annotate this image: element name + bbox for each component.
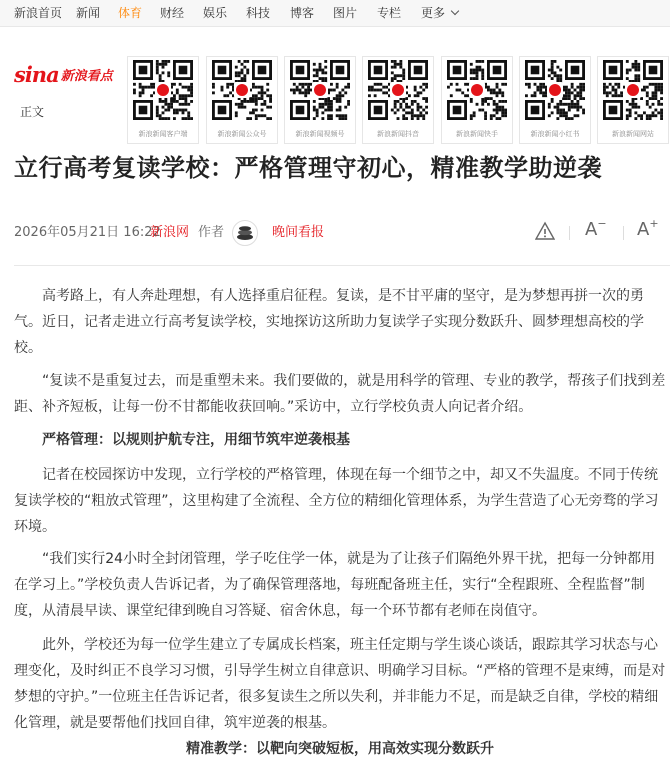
- qr-code: [362, 56, 434, 144]
- qr-caption: 新浪新闻视频号: [295, 130, 345, 138]
- qr-caption: 新浪新闻公众号: [217, 130, 267, 138]
- qr-code: [206, 56, 278, 144]
- qr-image: [368, 60, 428, 120]
- article-paragraph: “复读不是重复过去，而是重塑未来。我们要做的，就是用科学的管理、专业的教学，帮孩子们找到差距、补齐短板，让每一份不甘都能收获回响。”采访中，立行学校负责人向记者介绍。: [14, 373, 666, 415]
- qr-image: [525, 60, 585, 120]
- qr-code: [284, 56, 356, 144]
- qr-image: [290, 60, 350, 120]
- author-name[interactable]: 晚间看报: [272, 225, 325, 240]
- nav-item-photo[interactable]: 图片: [333, 6, 358, 20]
- qr-caption: 新浪新闻网站: [612, 130, 654, 138]
- logo-text: sina: [14, 62, 59, 87]
- top-nav: [0, 0, 670, 27]
- author-label: 作者: [198, 225, 225, 240]
- nav-item-news[interactable]: 新闻: [76, 6, 101, 20]
- qr-image: [212, 60, 272, 120]
- article-paragraph: “我们实行24小时全封闭管理，学子吃住学一体，就是为了让孩子们隔绝外界干扰，把每一分钟都用在学习上。”学校负责人告诉记者，为了确保管理落地，每班配备班主任，实行“全程跟班、全程监督”制度，从清晨早读、课堂纪律到晚自习答疑、宿舍休息，每一个环节都有老师在岗值守。: [14, 551, 656, 619]
- source-link[interactable]: 新浪网: [150, 225, 190, 240]
- qr-image: [133, 60, 193, 120]
- tool-divider: [623, 226, 624, 240]
- author-avatar[interactable]: [232, 220, 258, 246]
- article-paragraph: 此外，学校还为每一位学生建立了专属成长档案，班主任定期与学生谈心谈话，跟踪其学习状态与心理变化，及时纠正不良学习习惯，引导学生树立自律意识、明确学习目标。“严格的管理不是束缚，而是对梦想的守护。”一位班主任告诉记者，很多复读生之所以失利，并非能力不足，而是缺乏自律，学校的精细化管理，就是要帮他们找回自律，筑牢逆袭的根基。: [14, 637, 666, 731]
- qr-caption: 新浪新闻快手: [456, 130, 498, 138]
- article-meta: [14, 221, 325, 245]
- nav-more-label: 更多: [421, 6, 446, 20]
- nav-item-finance[interactable]: 财经: [160, 6, 185, 20]
- qr-caption: 新浪新闻小红书: [530, 130, 580, 138]
- section-heading: 精准教学：以靶向突破短板，用高效实现分数跃升: [186, 741, 494, 757]
- warning-icon[interactable]: [535, 221, 555, 246]
- font-decrease-icon[interactable]: A−: [585, 217, 607, 240]
- nav-item-home[interactable]: 新浪首页: [14, 6, 63, 20]
- qr-code: [441, 56, 513, 144]
- divider: [14, 265, 670, 266]
- qr-caption: 新浪新闻抖音: [377, 130, 419, 138]
- article-paragraph: 记者在校园探访中发现，立行学校的严格管理，体现在每一个细节之中，却又不失温度。不同于传统复读学校的“粗放式管理”，这里构建了全流程、全方位的精细化管理体系，为学生营造了心无旁骛的学习环境。: [14, 467, 659, 535]
- section-label: 正文: [20, 105, 45, 119]
- nav-item-tech[interactable]: 科技: [246, 6, 271, 20]
- logo-sub: 新浪看点: [60, 69, 113, 84]
- qr-code: [597, 56, 669, 144]
- publish-date: 2026年05月21日 16:22: [14, 225, 161, 240]
- qr-image: [447, 60, 507, 120]
- nav-item-ent[interactable]: 娱乐: [203, 6, 228, 20]
- section-heading: 严格管理：以规则护航专注，用细节筑牢逆袭根基: [42, 432, 350, 448]
- font-increase-icon[interactable]: A+: [637, 217, 659, 240]
- nav-item-sports[interactable]: 体育: [118, 6, 143, 20]
- qr-caption: 新浪新闻客户端: [138, 130, 188, 138]
- qr-code: [519, 56, 591, 144]
- nav-item-more[interactable]: [421, 0, 458, 26]
- article-title: 立行高考复读学校：严格管理守初心，精准教学助逆袭: [14, 154, 602, 182]
- qr-code: [127, 56, 199, 144]
- qr-image: [603, 60, 663, 120]
- sina-logo[interactable]: [14, 62, 113, 87]
- nav-item-column[interactable]: 专栏: [377, 6, 402, 20]
- tool-divider: [569, 226, 570, 240]
- chevron-down-icon: [451, 7, 459, 15]
- nav-item-blog[interactable]: 博客: [290, 6, 315, 20]
- article-paragraph: 高考路上，有人奔赴理想，有人选择重启征程。复读，是不甘平庸的坚守，是为梦想再拼一次的勇气。近日，记者走进立行高考复读学校，实地探访这所助力复读学子实现分数跃升、圆梦理想高校的学校。: [14, 288, 644, 356]
